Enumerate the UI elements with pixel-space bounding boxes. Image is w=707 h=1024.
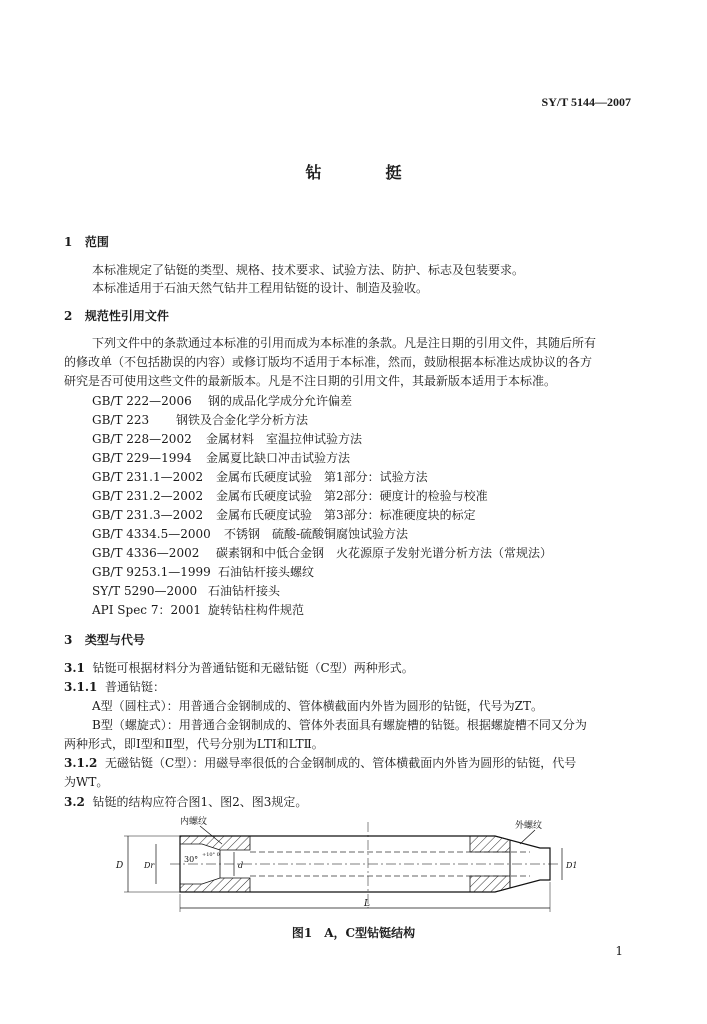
reference-code: GB/T 228—2002 <box>92 432 192 446</box>
clause-3-2 <box>64 794 307 810</box>
reference-code: API Spec 7：2001 <box>92 603 202 617</box>
section-2-heading <box>64 308 169 324</box>
section-title: 类型与代号 <box>84 633 145 647</box>
reference-item <box>92 583 280 599</box>
angle-tolerance: +10° 0 <box>202 852 220 858</box>
reference-item <box>92 450 350 466</box>
reference-code: GB/T 231.2—2002 <box>92 489 204 503</box>
clause-number: 3.1.1 <box>64 680 98 694</box>
reference-title: 碳素钢和中低合金钢 火花源原子发射光谱分析方法（常规法） <box>216 546 553 560</box>
clause-text: 普通钻铤： <box>105 680 166 694</box>
standard-code: SY/T 5144—2007 <box>541 95 631 109</box>
clause-number: 3.2 <box>64 795 85 809</box>
pin-end-section-top <box>470 836 510 852</box>
clause-3-1-2 <box>64 755 576 771</box>
paragraph: 本标准规定了钻铤的类型、规格、技术要求、试验方法、防护、标志及包装要求。 <box>92 263 525 277</box>
paragraph-line: 下列文件中的条款通过本标准的引用而成为本标准的条款。凡是注日期的引用文件，其随后所有 <box>92 336 597 350</box>
section-title: 规范性引用文件 <box>84 309 169 323</box>
section-3-heading <box>64 632 145 648</box>
reference-title: 石油钻杆接头螺纹 <box>218 565 315 579</box>
reference-item <box>92 564 314 580</box>
clause-number: 3.1 <box>64 661 85 675</box>
reference-title: 金属夏比缺口冲击试验方法 <box>206 451 351 465</box>
clause-3-1 <box>64 660 414 676</box>
reference-code: SY/T 5290—2000 <box>92 584 198 598</box>
reference-item <box>92 602 304 618</box>
reference-code: GB/T 231.3—2002 <box>92 508 204 522</box>
clause-3-1-2-cont: 为WT。 <box>64 775 109 789</box>
reference-title: 石油钻杆接头 <box>208 584 281 598</box>
clause-3-1-1 <box>64 679 165 695</box>
reference-code: GB/T 223 <box>92 413 150 427</box>
reference-item <box>92 545 552 561</box>
dimension-d-label: d <box>238 861 244 870</box>
dimension-D-label: D <box>116 861 124 871</box>
reference-code: GB/T 4334.5—2000 <box>92 527 211 541</box>
section-number: 1 <box>64 235 73 249</box>
reference-item <box>92 488 488 504</box>
reference-code: GB/T 4336—2002 <box>92 546 200 560</box>
clause-number: 3.1.2 <box>64 756 98 770</box>
reference-item <box>92 526 408 542</box>
section-title: 范围 <box>84 235 109 249</box>
section-number: 2 <box>64 309 73 323</box>
type-b-description-cont: 两种形式，即Ⅰ型和Ⅱ型，代号分别为LTⅠ和LTⅡ。 <box>64 737 324 751</box>
reference-code: GB/T 222—2006 <box>92 394 192 408</box>
pin-end-section-bottom <box>470 876 510 892</box>
reference-title: 钢铁及合金化学分析方法 <box>176 413 309 427</box>
reference-title: 旋转钻柱构件规范 <box>208 603 305 617</box>
paragraph-line: 研究是否可使用这些文件的最新版本。凡是不注日期的引用文件，其最新版本适用于本标准。 <box>64 374 557 388</box>
reference-title: 金属布氏硬度试验 第3部分：标准硬度块的标定 <box>216 508 476 522</box>
reference-title: 金属布氏硬度试验 第2部分：硬度计的检验与校准 <box>216 489 488 503</box>
reference-item <box>92 393 352 409</box>
reference-item <box>92 412 308 428</box>
section-1-heading <box>64 234 109 250</box>
box-end-section-bottom <box>180 878 250 892</box>
clause-text: 钻铤可根据材料分为普通钻铤和无磁钻铤（C型）两种形式。 <box>92 661 414 675</box>
dimension-D1-label: D1 <box>566 861 578 870</box>
type-a-description: A型（圆柱式）：用普通合金钢制成的、管体横截面内外皆为圆形的钻铤，代号为ZT。 <box>92 699 544 713</box>
reference-title: 不锈钢 硫酸-硫酸铜腐蚀试验方法 <box>224 527 409 541</box>
reference-title: 金属材料 室温拉伸试验方法 <box>206 432 363 446</box>
reference-item <box>92 507 476 523</box>
dimension-L-label: L <box>364 899 370 909</box>
clause-text: 钻铤的结构应符合图1、图2、图3规定。 <box>92 795 308 809</box>
reference-item <box>92 431 362 447</box>
section-number: 3 <box>64 633 73 647</box>
reference-title: 钢的成品化学成分允许偏差 <box>208 394 353 408</box>
paragraph: 本标准适用于石油天然气钻井工程用钻铤的设计、制造及验收。 <box>92 281 429 295</box>
clause-text: 无磁钻铤（C型）：用磁导率很低的合金钢制成的、管体横截面内外皆为圆形的钻铤，代号 <box>105 756 577 770</box>
figure-caption: 图1 A，C型钻铤结构 <box>291 926 416 940</box>
page-number: 1 <box>615 944 623 958</box>
drill-collar-diagram <box>110 814 580 918</box>
reference-title: 金属布氏硬度试验 第1部分：试验方法 <box>216 470 428 484</box>
reference-code: GB/T 9253.1—1999 <box>92 565 211 579</box>
reference-code: GB/T 231.1—2002 <box>92 470 204 484</box>
reference-item <box>92 469 428 485</box>
reference-code: GB/T 229—1994 <box>92 451 192 465</box>
inner-thread-label: 内螺纹 <box>180 817 208 827</box>
dimension-Dr-label: Dr <box>144 861 155 870</box>
angle-label: 30° <box>184 855 199 864</box>
document-title: 钻 挺 <box>305 163 426 182</box>
paragraph-line: 的修改单（不包括勘误的内容）或修订版均不适用于本标准，然而，鼓励根据本标准达成协议的各方 <box>64 355 593 369</box>
type-b-description: B型（螺旋式）：用普通合金钢制成的、管体外表面具有螺旋槽的钻铤。根据螺旋槽不同又分为 <box>92 718 587 732</box>
outer-thread-label: 外螺纹 <box>515 821 543 831</box>
outer-thread-leader <box>520 830 535 844</box>
